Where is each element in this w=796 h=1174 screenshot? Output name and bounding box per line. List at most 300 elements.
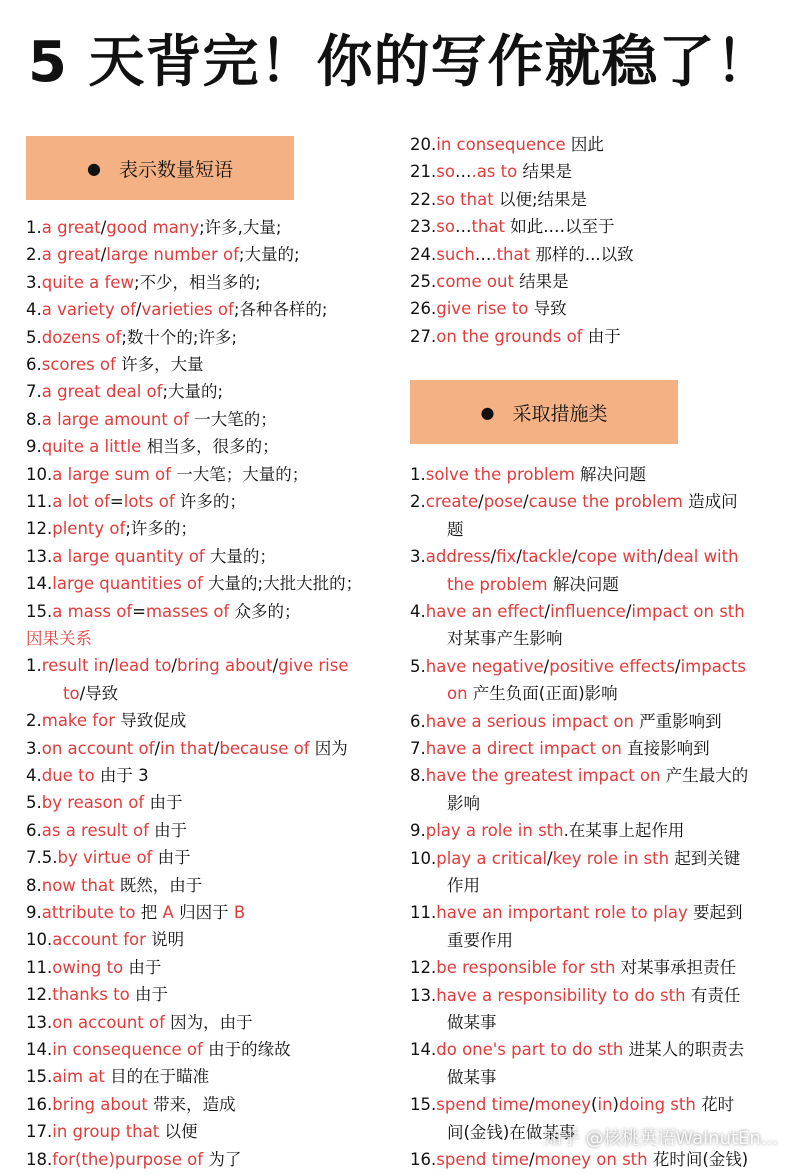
english-phrase: a large quantity of: [52, 546, 205, 566]
english-phrase: impacts: [680, 656, 746, 676]
chinese-text: 4.: [410, 602, 426, 621]
list-item: [26, 269, 261, 297]
chinese-text: 由于: [582, 326, 621, 346]
english-phrase: make for: [41, 711, 115, 731]
english-phrase: address: [425, 547, 491, 567]
english-phrase: a great deal of: [41, 382, 163, 402]
chinese-text: 9.: [26, 437, 42, 457]
list-item: [410, 762, 748, 790]
list-item: [410, 653, 746, 681]
english-phrase: dozens of: [41, 327, 122, 347]
chinese-text: 22.: [410, 189, 437, 209]
list-item: [410, 1146, 748, 1174]
chinese-text: 造成问: [682, 492, 738, 512]
chinese-text: 间(金钱)在做某事: [447, 1122, 576, 1142]
list-item: [26, 378, 223, 406]
chinese-text: 12.: [26, 985, 53, 1005]
chinese-text: 10.: [26, 464, 53, 484]
list-item: [410, 845, 740, 873]
english-phrase: attribute to: [41, 903, 136, 922]
chinese-text: 6.: [410, 711, 426, 731]
list-item: [26, 1036, 291, 1064]
chinese-text: 要起到: [687, 903, 743, 923]
chinese-text: 对某事产生影响: [447, 629, 563, 649]
chinese-text: 9.: [26, 903, 42, 922]
list-item: [26, 1063, 209, 1091]
list-item: [410, 927, 513, 955]
chinese-text: 6.: [26, 820, 42, 840]
english-phrase: B: [233, 903, 246, 922]
english-phrase: good many: [106, 218, 200, 237]
chinese-text: /: [675, 656, 681, 676]
english-phrase: give rise to: [436, 299, 529, 319]
list-item: [26, 872, 202, 900]
list-item: [410, 295, 567, 323]
chinese-text: …: [454, 162, 472, 182]
english-phrase: plenty of: [52, 519, 126, 539]
chinese-text: 严重影响到: [633, 711, 722, 731]
chinese-text: 目的在于瞄准: [104, 1067, 210, 1087]
chinese-text: 2.: [26, 711, 42, 731]
english-phrase: a large sum of: [52, 464, 171, 484]
chinese-text: /: [547, 848, 553, 868]
list-item: [26, 433, 279, 461]
list-item: [26, 844, 191, 872]
chinese-text: 2.: [26, 245, 42, 265]
list-item: [410, 1091, 734, 1119]
english-phrase: have a responsibility to do sth: [436, 985, 686, 1005]
chinese-text: 解决问题: [574, 465, 647, 484]
chinese-text: 16.: [410, 1150, 437, 1169]
list-item: [410, 817, 684, 845]
chinese-text: ;许多,大量;: [199, 218, 282, 237]
chinese-text: 20.: [410, 135, 437, 154]
chinese-text: 把: [135, 903, 163, 922]
list-item: [410, 954, 736, 982]
english-phrase: on account of: [41, 738, 155, 758]
english-phrase: scores of: [41, 355, 116, 374]
list-item: [26, 926, 184, 954]
bullet-icon: ●: [480, 402, 495, 422]
list-item: [26, 652, 349, 680]
chinese-text: 大量的;大批大批的；: [202, 574, 363, 594]
english-phrase: the problem: [447, 574, 548, 594]
english-phrase: because of: [219, 738, 310, 758]
english-phrase: give rise: [278, 656, 349, 676]
list-item: [26, 1146, 241, 1174]
chinese-text: 结果是: [517, 162, 572, 182]
chinese-text: 由于: [123, 957, 162, 977]
chinese-text: 花时: [695, 1095, 735, 1115]
chinese-text: 带来，造成: [147, 1094, 236, 1114]
chinese-text: 27.: [410, 326, 437, 346]
list-item: [410, 516, 464, 544]
chinese-text: 10.: [410, 848, 437, 868]
list-item: [26, 296, 327, 324]
chinese-text: 23.: [410, 217, 437, 237]
chinese-text: 产生最大的: [660, 766, 749, 786]
chinese-text: 5.: [26, 327, 42, 347]
list-item: [26, 707, 186, 735]
chinese-text: /: [100, 245, 107, 265]
list-item: [26, 461, 308, 489]
list-item: [410, 790, 480, 818]
english-phrase: pose: [483, 492, 524, 512]
english-phrase: influence: [550, 602, 626, 621]
english-phrase: lots of: [123, 492, 175, 511]
english-phrase: by reason of: [41, 793, 145, 813]
chinese-text: (: [591, 1095, 598, 1115]
list-item: [26, 351, 204, 379]
chinese-text: …: [474, 244, 492, 264]
chinese-text: 做某事: [447, 1013, 497, 1032]
list-item: [410, 1064, 497, 1092]
english-phrase: a great: [41, 218, 101, 237]
chinese-text: /: [571, 547, 578, 567]
chinese-text: 13.: [410, 985, 437, 1005]
page-title: 5 天背完！你的写作就稳了！: [28, 30, 773, 95]
english-phrase: such: [436, 244, 475, 264]
chinese-text: 1.: [26, 656, 42, 676]
english-phrase: varieties of: [141, 300, 234, 320]
chinese-text: /: [544, 602, 551, 621]
english-phrase: positive effects: [549, 656, 675, 676]
chinese-text: 由于的缘故: [202, 1040, 291, 1059]
english-phrase: have a direct impact on: [425, 739, 622, 758]
chinese-text: 7.: [26, 382, 42, 402]
english-phrase: for(the)purpose of: [52, 1149, 204, 1169]
bullet-icon: ●: [87, 158, 101, 178]
chinese-text: 4.: [26, 300, 42, 320]
list-item: [410, 213, 614, 241]
english-phrase: in group that: [52, 1122, 160, 1142]
english-phrase: do one's part to do sth: [436, 1040, 624, 1060]
list-item: [410, 899, 743, 927]
list-item: [410, 186, 587, 214]
english-phrase: play a role in sth: [425, 821, 564, 841]
chinese-text: /: [272, 656, 279, 676]
chinese-text: 3.: [26, 738, 42, 758]
chinese-text: /: [171, 656, 177, 676]
list-item: [26, 789, 182, 817]
list-item: [26, 762, 149, 790]
english-phrase: key role in sth: [552, 848, 670, 868]
chinese-text: 由于: [152, 848, 191, 868]
english-phrase: impact on sth: [631, 602, 745, 621]
chinese-text: 结果是: [513, 272, 569, 291]
chinese-text: 重要作用: [447, 930, 513, 950]
english-phrase: come out: [436, 272, 514, 291]
chinese-text: /: [657, 547, 663, 567]
chinese-text: /: [528, 1095, 535, 1115]
list-item: [26, 899, 245, 927]
chinese-text: 7.5.: [26, 848, 58, 868]
chinese-text: 由于: [148, 820, 188, 840]
english-phrase: be responsible for sth: [436, 958, 616, 978]
section-banner-measures: [410, 380, 678, 444]
chinese-text: /导致: [79, 683, 119, 703]
chinese-text: ): [612, 1095, 619, 1115]
english-phrase: quite a little: [41, 437, 142, 457]
chinese-text: 既然，由于: [114, 875, 203, 895]
chinese-text: 导致促成: [115, 711, 187, 731]
english-phrase: have an important role to play: [436, 903, 688, 923]
english-phrase: deal with: [663, 547, 739, 567]
chinese-text: /: [543, 656, 550, 676]
chinese-text: 15.: [26, 1067, 53, 1087]
chinese-text: 24.: [410, 244, 437, 264]
english-phrase: in consequence: [436, 135, 566, 154]
chinese-text: 那样的...以致: [530, 244, 634, 264]
chinese-text: 因为，由于: [164, 1012, 253, 1032]
list-item: [410, 488, 738, 516]
english-phrase: so: [436, 162, 455, 182]
chinese-text: 3.: [26, 272, 42, 292]
chinese-text: /: [100, 218, 107, 237]
english-phrase: bring about: [176, 656, 273, 676]
chinese-text: 为了: [203, 1149, 242, 1169]
english-phrase: cope with: [577, 547, 658, 567]
chinese-text: .在某事上起作用: [563, 821, 685, 841]
list-item: [410, 708, 722, 736]
chinese-text: 由于: [144, 793, 183, 813]
english-phrase: fix: [496, 547, 517, 567]
section-banner-quantity: [26, 136, 294, 200]
chinese-text: =: [132, 601, 146, 621]
chinese-text: 解决问题: [547, 574, 619, 594]
english-phrase: money on sth: [534, 1150, 648, 1169]
chinese-text: 14.: [410, 1040, 437, 1060]
list-item: [26, 598, 301, 626]
chinese-text: 21.: [410, 162, 437, 182]
chinese-text: ;各种各样的;: [233, 300, 328, 320]
chinese-text: /: [528, 1150, 535, 1169]
chinese-text: 产生负面(正面)影响: [467, 684, 618, 704]
english-phrase: a lot of: [52, 492, 110, 511]
chinese-text: 众多的；: [229, 601, 301, 621]
english-phrase: thanks to: [52, 985, 130, 1005]
chinese-text: 相当多，很多的；: [141, 437, 279, 457]
list-item: [410, 571, 619, 599]
english-phrase: doing sth: [618, 1095, 696, 1115]
english-phrase: in: [597, 1095, 613, 1115]
english-phrase: on account of: [52, 1012, 165, 1032]
list-item: [410, 158, 572, 186]
chinese-text: 导致: [528, 299, 567, 319]
english-phrase: solve the problem: [425, 465, 575, 484]
english-phrase: lead to: [114, 656, 172, 676]
list-item: [410, 1036, 744, 1064]
chinese-text: /: [523, 492, 529, 512]
english-phrase: in that: [160, 738, 214, 758]
chinese-text: 一大笔；大量的；: [170, 464, 309, 484]
list-item: [26, 406, 277, 434]
chinese-text: 15.: [410, 1095, 437, 1115]
chinese-text: /: [516, 547, 522, 567]
english-phrase: account for: [52, 930, 146, 950]
list-item: [26, 735, 348, 763]
list-item: [410, 323, 621, 351]
chinese-text: 13.: [26, 1012, 53, 1032]
banner-label: 表示数量短语: [118, 158, 233, 181]
chinese-text: 14.: [26, 574, 53, 594]
chinese-text: 起到关键: [669, 848, 741, 868]
list-item: [26, 680, 118, 708]
list-item: [26, 981, 168, 1009]
english-phrase: to: [63, 683, 80, 703]
chinese-text: 18.: [26, 1149, 53, 1169]
list-item: [410, 982, 740, 1010]
chinese-text: /: [108, 656, 115, 676]
english-phrase: as a result of: [41, 820, 149, 840]
list-item: [26, 488, 246, 516]
chinese-text: 花时间(金钱): [647, 1150, 749, 1169]
chinese-text: 5.: [410, 656, 426, 676]
chinese-text: /: [213, 738, 220, 758]
chinese-text: 由于 3: [94, 766, 149, 785]
english-phrase: create: [425, 492, 479, 512]
banner-label: 采取措施类: [512, 402, 608, 425]
chinese-text: 以便;结果是: [493, 189, 588, 209]
english-phrase: a mass of: [52, 601, 133, 621]
english-phrase: in consequence of: [52, 1040, 203, 1059]
list-item: [410, 1009, 497, 1037]
chinese-text: ;大量的;: [238, 245, 300, 265]
list-item: [26, 625, 92, 653]
list-item: [410, 131, 604, 159]
chinese-text: 2.: [410, 492, 426, 512]
list-item: [26, 515, 197, 543]
chinese-text: /: [625, 602, 632, 621]
chinese-text: 4.: [26, 766, 42, 785]
list-item: [26, 1118, 197, 1146]
chinese-text: 进某人的职责去: [623, 1040, 745, 1060]
english-phrase: due to: [41, 766, 95, 785]
chinese-text: ;许多的；: [125, 519, 197, 539]
chinese-text: 8.: [410, 766, 426, 786]
list-item: [26, 241, 300, 269]
chinese-text: 8.: [26, 409, 42, 429]
list-item: [26, 1091, 236, 1119]
english-phrase: owing to: [52, 957, 124, 977]
chinese-text: /: [478, 492, 484, 512]
chinese-text: 一大笔的；: [188, 409, 277, 429]
chinese-text: 由于: [129, 985, 168, 1005]
chinese-text: 以便: [159, 1122, 198, 1142]
english-phrase: .as to: [471, 162, 518, 182]
english-phrase: a variety of: [41, 300, 136, 320]
chinese-text: /: [135, 300, 142, 320]
english-phrase: masses of: [145, 601, 230, 621]
chinese-text: 直接影响到: [621, 739, 710, 758]
chinese-text: 26.: [410, 299, 437, 319]
chinese-text: 12.: [26, 519, 53, 539]
chinese-text: 13.: [26, 546, 53, 566]
list-item: [26, 214, 281, 242]
chinese-text: 许多，大量: [115, 355, 204, 374]
list-item: [26, 817, 187, 845]
chinese-text: 对某事承担责任: [615, 958, 737, 978]
english-phrase: aim at: [52, 1067, 105, 1087]
english-phrase: cause the problem: [528, 492, 683, 512]
english-phrase: now that: [41, 875, 115, 895]
english-phrase: play a critical: [436, 848, 548, 868]
chinese-text: ;大量的;: [162, 382, 224, 402]
english-phrase: have a serious impact on: [425, 711, 634, 731]
chinese-text: 14.: [26, 1040, 53, 1059]
chinese-text: 说明: [145, 930, 185, 950]
chinese-text: 6.: [26, 355, 42, 374]
chinese-text: 15.: [26, 601, 53, 621]
chinese-text: 题: [447, 519, 464, 539]
chinese-text: ;数十个的;许多;: [121, 327, 238, 347]
list-item: [410, 598, 745, 626]
chinese-text: 有责任: [685, 985, 741, 1005]
english-phrase: 因果关系: [26, 629, 92, 648]
english-phrase: a large amount of: [41, 409, 189, 429]
chinese-text: 11.: [410, 903, 437, 923]
english-phrase: so: [436, 217, 455, 237]
english-phrase: have negative: [425, 656, 544, 676]
english-phrase: by virtue of: [57, 848, 153, 868]
chinese-text: 3.: [410, 547, 426, 567]
english-phrase: a great: [41, 245, 101, 265]
chinese-text: 作用: [447, 876, 480, 895]
chinese-text: 17.: [26, 1122, 53, 1142]
chinese-text: 1.: [26, 218, 42, 237]
english-phrase: quite a few: [41, 272, 134, 292]
chinese-text: 影响: [447, 793, 480, 813]
chinese-text: 16.: [26, 1094, 53, 1114]
english-phrase: spend time: [436, 1095, 529, 1115]
list-item: [410, 241, 634, 269]
chinese-text: 8.: [26, 875, 42, 895]
chinese-text: 归因于: [173, 903, 234, 922]
watermark: 知乎 @核桃英语WalnutEn...: [543, 1128, 778, 1149]
chinese-text: 许多的；: [174, 492, 246, 511]
chinese-text: 5.: [26, 793, 42, 813]
chinese-text: 11.: [26, 492, 53, 511]
chinese-text: /: [490, 547, 497, 567]
list-item: [410, 625, 563, 653]
english-phrase: result in: [41, 656, 109, 676]
chinese-text: 10.: [26, 930, 53, 950]
chinese-text: 大量的；: [204, 546, 276, 566]
chinese-text: =: [109, 492, 124, 511]
list-item: [26, 954, 161, 982]
english-phrase: money: [534, 1095, 592, 1115]
english-phrase: so that: [436, 189, 494, 209]
chinese-text: 如此.…以至于: [504, 217, 615, 237]
chinese-text: ;不少，相当多的;: [133, 272, 261, 292]
list-item: [26, 570, 362, 598]
english-phrase: that: [471, 217, 505, 237]
list-item: [26, 543, 276, 571]
chinese-text: …: [454, 217, 472, 237]
list-item: [410, 735, 710, 763]
english-phrase: spend time: [436, 1150, 529, 1169]
english-phrase: A: [162, 903, 174, 922]
english-phrase: on the grounds of: [436, 326, 583, 346]
english-phrase: on: [447, 684, 468, 704]
chinese-text: 7.: [410, 739, 426, 758]
list-item: [410, 268, 569, 296]
chinese-text: /: [154, 738, 160, 758]
chinese-text: 因为: [309, 738, 348, 758]
english-phrase: .that: [491, 244, 531, 264]
english-phrase: large number of: [106, 245, 239, 265]
list-item: [410, 461, 646, 489]
